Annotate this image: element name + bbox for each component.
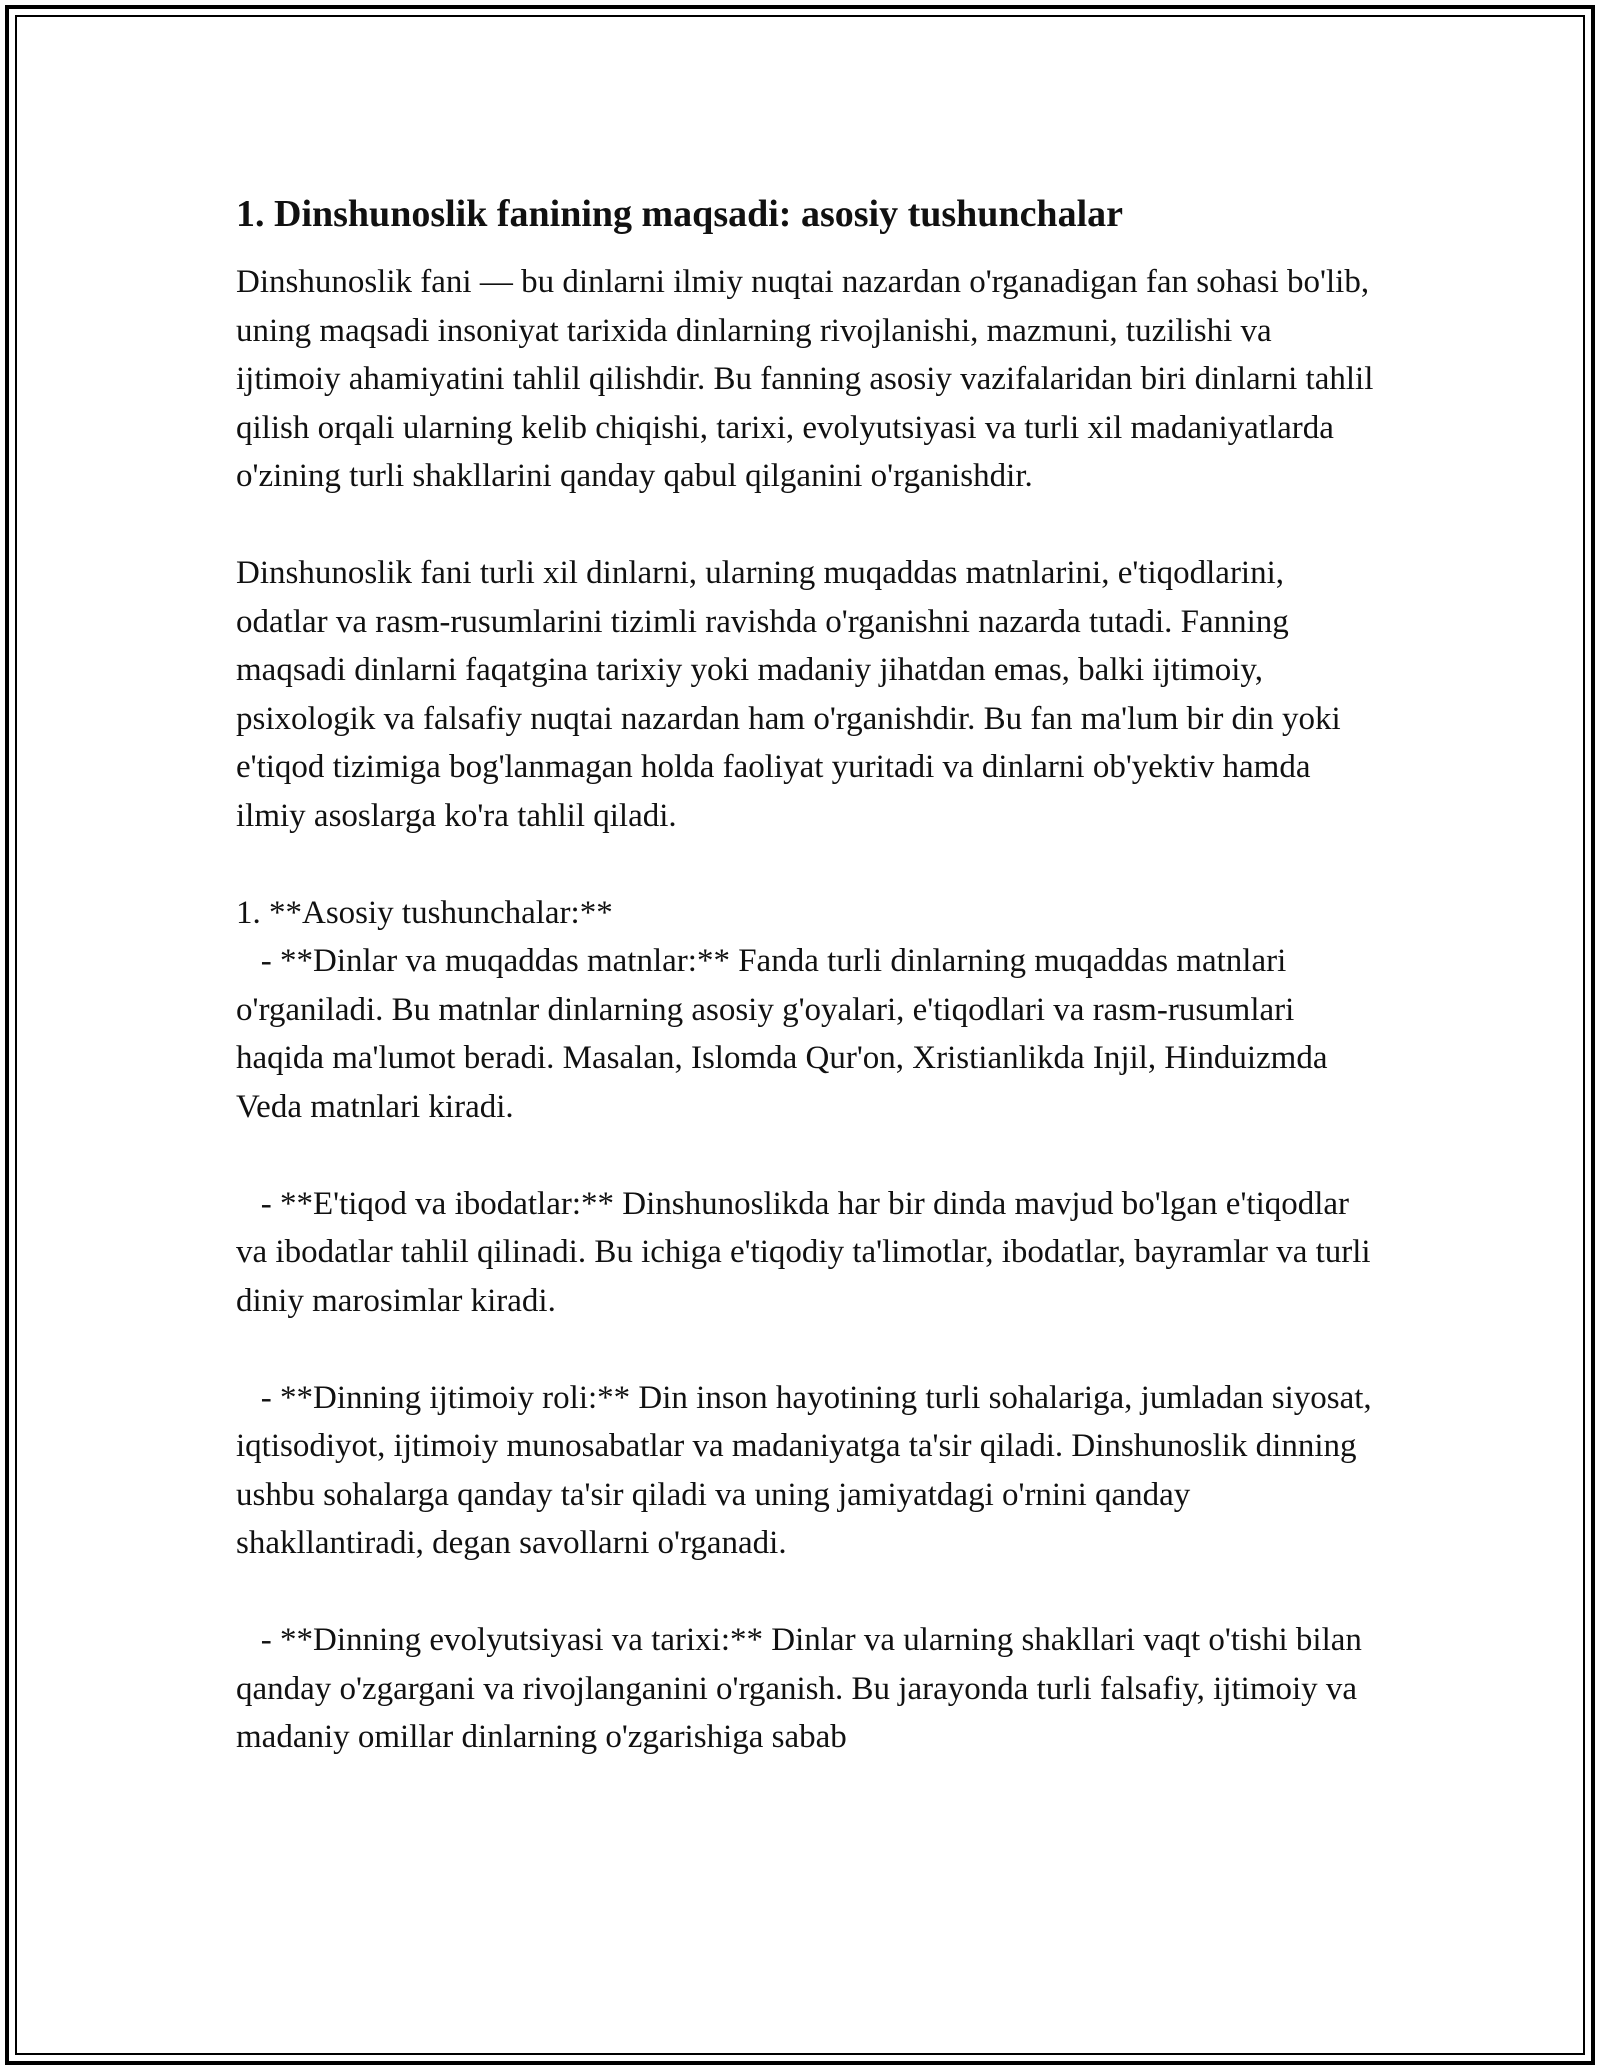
list-item-evolution: - **Dinning evolyutsiyasi va tarixi:** Dinlar va ularning shakllari vaqt o'tishi bilan qanday o'zgargani va rivojlanganini o'rganish. Bu jarayonda turli falsafiy, ijtimoiy va madaniy omillar dinlarning o'zgarishiga sabab — [236, 1622, 1371, 1755]
document-body — [236, 188, 1382, 1762]
section-heading: 1. Dinshunoslik fanining maqsadi: asosiy tushunchalar — [236, 193, 1123, 235]
list-item-texts: 1. **Asosiy tushunchalar:** - **Dinlar va muqaddas matnlar:** Fanda turli dinlarning muqaddas matnlari o'rganiladi. Bu matnlar dinlarning asosiy g'oyalari, e'tiqodlari va rasm-rusumlari haqida ma'lumot beradi. Masalan, Islomda Qur'on, Xristianlikda Injil, Hinduizmda Veda matnlari kiradi. — [236, 894, 1328, 1125]
list-item-social-role: - **Dinning ijtimoiy roli:** Din inson hayotining turli sohalariga, jumladan siyosat, iqtisodiyot, ijtimoiy munosabatlar va madaniyatga ta'sir qiladi. Dinshunoslik dinning ushbu sohalarga qanday ta'sir qiladi va uning jamiyatdagi o'rnini qanday shakllantiradi, degan savollarni o'rganadi. — [236, 1379, 1380, 1561]
list-item-beliefs: - **E'tiqod va ibodatlar:** Dinshunoslikda har bir dinda mavjud bo'lgan e'tiqodlar va ibodatlar tahlil qilinadi. Bu ichiga e'tiqodiy ta'limotlar, ibodatlar, bayramlar va turli diniy marosimlar kiradi. — [236, 1185, 1379, 1319]
paragraph-intro: Dinshunoslik fani — bu dinlarni ilmiy nuqtai nazardan o'rganadigan fan sohasi bo'lib, uning maqsadi insoniyat tarixida dinlarning rivojlanishi, mazmuni, tuzilishi va ijtimoiy ahamiyatini tahlil qilishdir. Bu fanning asosiy vazifalaridan biri dinlarni tahlil qilish orqali ularning kelib chiqishi, tarixi, evolyutsiyasi va turli xil madaniyatlarda o'zining turli shakllarini qanday qabul qilganini o'rganishdir. — [236, 264, 1382, 494]
paragraph-purpose: Dinshunoslik fani turli xil dinlarni, ularning muqaddas matnlarini, e'tiqodlarini, odatlar va rasm-rusumlarini tizimli ravishda o'rganishni nazarda tutadi. Fanning maqsadi dinlarni faqatgina tarixiy yoki madaniy jihatdan emas, balki ijtimoiy, psixologik va falsafiy nuqtai nazardan ham o'rganishdir. Bu fan ma'lum bir din yoki e'tiqod tizimiga bog'lanmagan holda faoliyat yuritadi va dinlarni ob'yektiv hamda ilmiy asoslarga ko'ra tahlil qiladi. — [236, 555, 1349, 834]
